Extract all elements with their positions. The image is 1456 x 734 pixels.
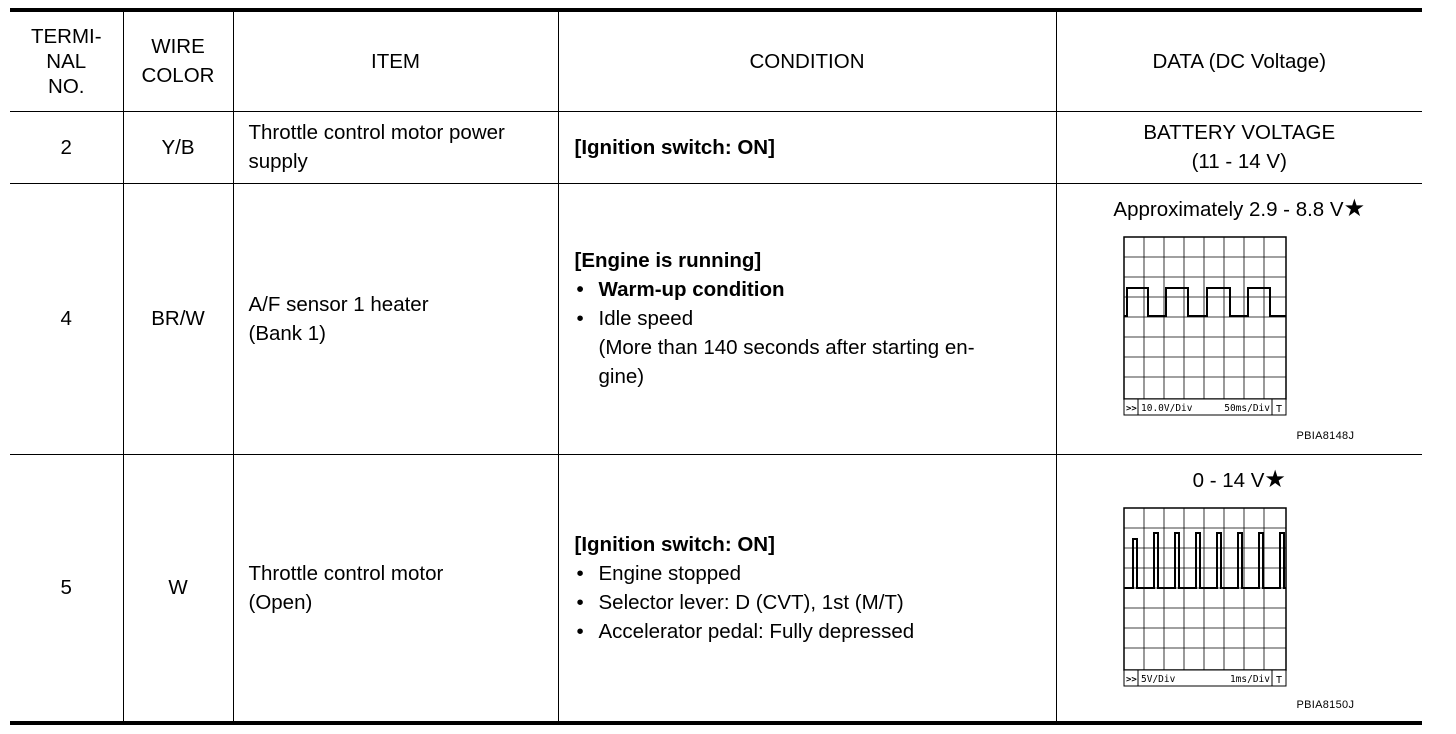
item-cell: Throttle control motor power supply [233, 111, 558, 183]
scope-volt-div: 5V/Div [1140, 673, 1175, 685]
item-cell: Throttle control motor (Open) [233, 454, 558, 723]
header-terminal: TERMI- NAL NO. [10, 10, 123, 111]
condition-bullet: • Idle speed [575, 304, 1036, 333]
oscilloscope-waveform-2 [1123, 507, 1288, 687]
scope-left-label: >> [1125, 403, 1137, 414]
voltage-label: 0 - 14 V★ [1192, 465, 1286, 493]
wire-color: BR/W [123, 183, 233, 454]
scope-trigger-label: T [1275, 674, 1282, 686]
table-row [10, 111, 1422, 183]
terminal-no: 4 [10, 183, 123, 454]
header-condition: CONDITION [558, 10, 1056, 111]
condition-bullet: • Engine stopped [575, 559, 1036, 588]
scope-volt-div: 10.0V/Div [1140, 402, 1192, 414]
voltage-label: Approximately 2.9 - 8.8 V★ [1113, 194, 1366, 222]
header-row [10, 10, 1422, 111]
scope-time-div: 1ms/Div [1229, 673, 1270, 685]
data-cell: BATTERY VOLTAGE (11 - 14 V) [1056, 111, 1422, 183]
star-icon: ★ [1343, 194, 1366, 222]
scope-left-label: >> [1125, 674, 1137, 685]
data-cell [1056, 183, 1422, 454]
condition-bullet: • Warm-up condition [575, 275, 1036, 304]
star-icon: ★ [1264, 465, 1286, 493]
header-item: ITEM [233, 10, 558, 111]
condition-heading: [Ignition switch: ON] [574, 135, 775, 159]
condition-bullet: • Selector lever: D (CVT), 1st (M/T) [575, 588, 1036, 617]
terminal-no: 2 [10, 111, 123, 183]
item-cell: A/F sensor 1 heater (Bank 1) [233, 183, 558, 454]
table-row [10, 183, 1422, 454]
wire-color: W [123, 454, 233, 723]
condition-cell [558, 183, 1056, 454]
condition-heading: [Ignition switch: ON] [574, 532, 775, 556]
condition-cell [558, 454, 1056, 723]
oscilloscope-waveform-1 [1123, 236, 1288, 416]
condition-heading: [Engine is running] [574, 249, 762, 272]
table-row [10, 454, 1422, 723]
data-cell [1056, 454, 1422, 723]
condition-note: (More than 140 seconds after starting en- gine) [598, 336, 975, 388]
condition-bullet: • Accelerator pedal: Fully depressed [575, 617, 1036, 646]
scope-time-div: 50ms/Div [1223, 402, 1270, 414]
terminal-no: 5 [10, 454, 123, 723]
condition-cell [558, 111, 1056, 183]
figure-id: PBIA8150J [1296, 698, 1355, 711]
wire-color: Y/B [123, 111, 233, 183]
header-wire-color: WIRE COLOR [123, 10, 233, 111]
terminal-data-table [10, 8, 1422, 725]
scope-trigger-label: T [1275, 403, 1282, 415]
figure-id: PBIA8148J [1296, 429, 1355, 442]
header-data: DATA (DC Voltage) [1056, 10, 1422, 111]
